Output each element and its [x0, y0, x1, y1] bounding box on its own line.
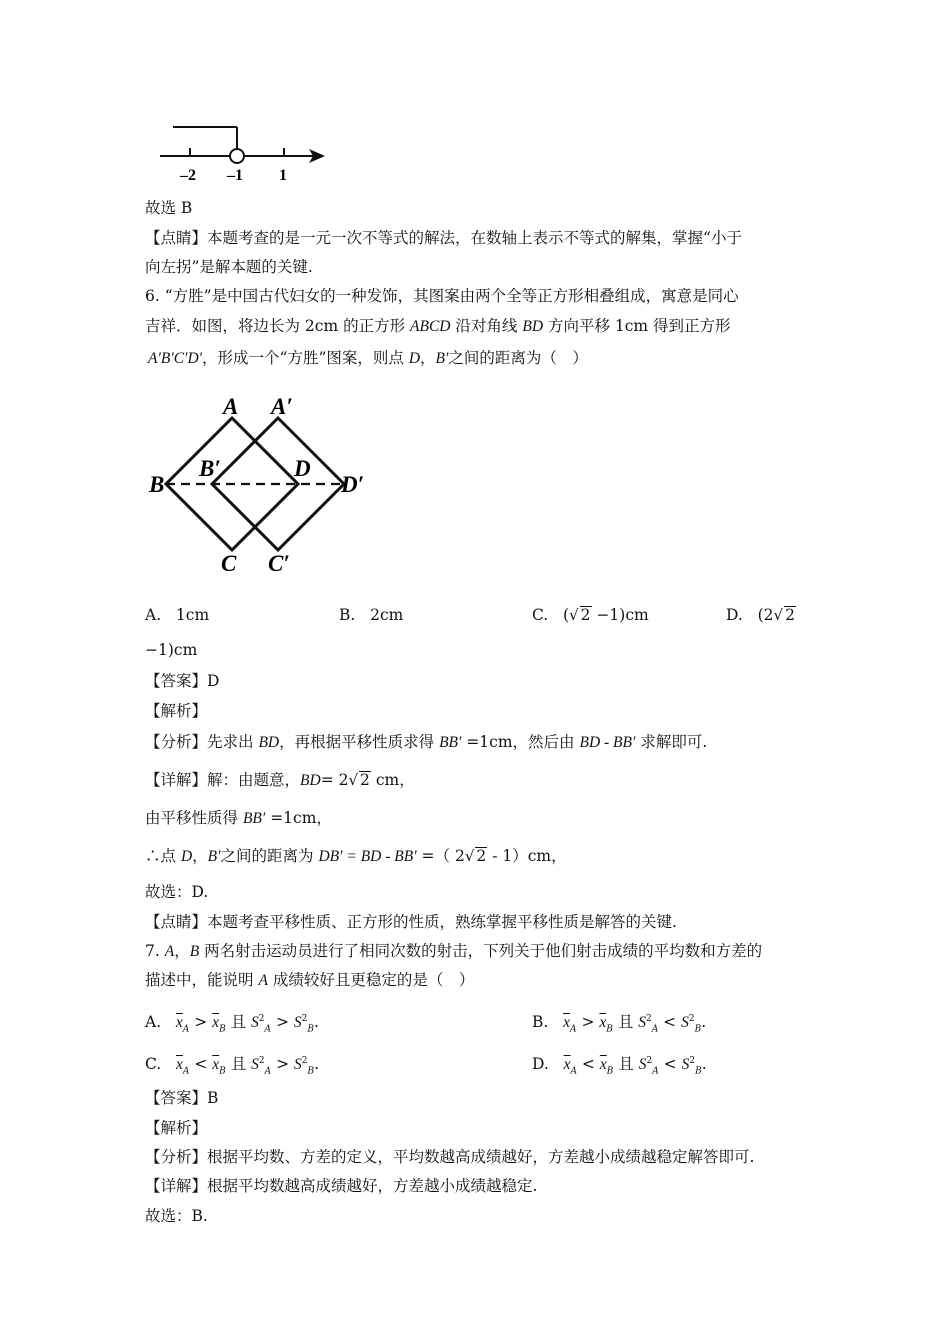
q6-option-d-cont: −1)cm [145, 641, 198, 659]
q5-choose: 故选 B [145, 199, 193, 217]
q7-choose: 故选：B. [145, 1207, 208, 1225]
q6-option-c: C. (√ 2 −1)cm [532, 606, 649, 624]
q7-option-c: C. $\overline{x}_A < \overline{x}_B$ 且 $S^2_A > S^2_B$. [145, 1055, 320, 1077]
q6-option-a: A. 1cm [145, 606, 210, 624]
q6-xiangjie-line3: ∴点 D，B′之间的距离为 DB′ = BD - BB′ =（ 2√ 2 - 1）cm， [145, 847, 567, 865]
q5-comment-line1: 【点睛】本题考查的是一元一次不等式的解法，在数轴上表示不等式的解集，掌握“小于 [145, 229, 742, 247]
q7-option-b: B. $\overline{x}_A > \overline{x}_B$ 且 $S^2_A < S^2_B$. [532, 1013, 707, 1035]
label-C: C [221, 551, 237, 576]
label-D: D [294, 456, 311, 481]
tick-label-neg2: –2 [180, 167, 196, 184]
label-B: B [149, 472, 165, 497]
label-A-prime: A′ [271, 394, 293, 419]
q6-xiangjie-line2: 由平移性质得 BB′ =1cm， [145, 809, 332, 827]
label-A: A [223, 394, 239, 419]
q7-option-a: A. $\overline{x}_A > \overline{x}_B$ 且 $S^2_A > S^2_B$. [145, 1013, 319, 1035]
q6-option-d: D. (2√ 2 [726, 606, 795, 624]
label-C-prime: C′ [268, 551, 290, 576]
q6-fenxi: 【分析】先求出 BD，再根据平移性质求得 BB′ =1cm，然后由 BD - BB′ 求解即可. [145, 733, 708, 751]
q6-stem-line1: 6. “方胜”是中国古代妇女的一种发饰，其图案由两个全等正方形相叠组成，寓意是同心 [145, 287, 739, 305]
q7-fenxi: 【分析】根据平均数、方差的定义，平均数越高成绩越好，方差越小成绩越稳定解答即可. [145, 1148, 755, 1166]
q7-answer: 【答案】B [145, 1089, 219, 1107]
q7-xiangjie: 【详解】根据平均数越高成绩越好，方差越小成绩越稳定. [145, 1177, 538, 1195]
label-D-prime: D′ [341, 472, 365, 497]
q5-comment-line2: 向左拐”是解本题的关键. [145, 258, 313, 276]
q6-analysis-tag: 【解析】 [145, 702, 208, 720]
tick-label-neg1: –1 [227, 167, 243, 184]
number-line-figure [155, 118, 335, 186]
q6-choose: 故选：D. [145, 883, 209, 901]
q7-option-d: D. $\overline{x}_A < \overline{x}_B$ 且 $S^2_A < S^2_B$. [532, 1055, 707, 1077]
comment-tag: 【点睛】 [145, 229, 208, 247]
q6-xiangjie-line1: 【详解】解：由题意，BD= 2√ 2 cm， [145, 771, 415, 789]
fangsheng-figure [145, 390, 385, 580]
q7-stem-line2: 描述中，能说明 A 成绩较好且更稳定的是（ ） [145, 971, 475, 989]
label-B-prime: B′ [199, 456, 221, 481]
tick-label-1: 1 [279, 167, 287, 184]
q6-option-b: B. 2cm [339, 606, 404, 624]
q6-stem-line2: 吉祥．如图，将边长为 2cm 的正方形 ABCD 沿对角线 BD 方向平移 1cm 得到正方形 [145, 317, 731, 335]
q6-stem-line3: A′B′C′D′，形成一个“方胜”图案，则点 D，B′之间的距离为（ ） [148, 349, 588, 367]
q7-analysis-tag: 【解析】 [145, 1119, 208, 1137]
q7-stem-line1: 7. A，B 两名射击运动员进行了相同次数的射击，下列关于他们射击成绩的平均数和方差的 [145, 942, 763, 960]
q6-comment: 【点睛】本题考查平移性质、正方形的性质，熟练掌握平移性质是解答的关键. [145, 913, 677, 931]
q6-answer: 【答案】D [145, 672, 220, 690]
